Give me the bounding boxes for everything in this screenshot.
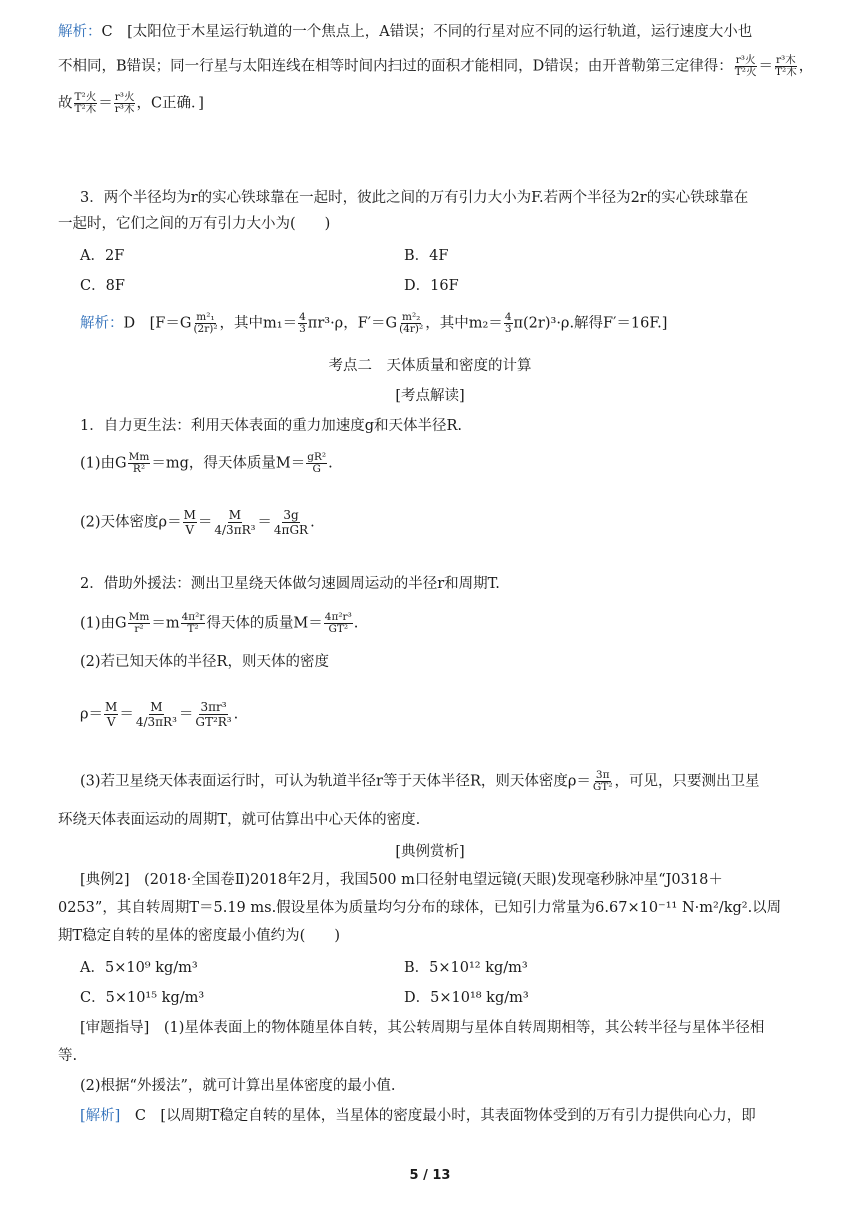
text-line: 环绕天体表面运动的周期T，就可估算出中心天体的密度. <box>58 812 421 828</box>
formula-line: (1)由G $\frac{Mm}{\text{r²}}$ ＝m $\frac{\text{4π²r}}{\text{T²}}$ 得天体的质量M＝ $\frac{\text{4π²r³}}{\text{GT²}}$ . <box>80 611 359 635</box>
option-d: D．5×10¹⁸ kg/m³ <box>404 990 529 1006</box>
solution-line: 解析：D [F＝G $\frac{\text{m²₁}}{\text{(2r)²}}$ ，其中m₁＝ $\frac{4}{3}$ πr³·ρ，F′＝G $\frac{\text{m²₂}}{\text{(4r)²}}$ ，其中m₂＝ $\frac{4}{3}$ π(2r)³·ρ.解得F′＝16F.] <box>80 311 668 335</box>
guide-line: [审题指导] (1)星体表面上的物体随星体自转，其公转周期与星体自转周期相等，其公转半径与星体半径相 <box>80 1020 765 1036</box>
example-line: 0253”，其自转周期T＝5.19 ms.假设星体为质量均匀分布的球体，已知引力常量为6.67×10⁻¹¹ N·m²/kg².以周 <box>58 900 782 916</box>
option-d: D．16F <box>404 278 459 294</box>
section-heading: 考点二 天体质量和密度的计算 <box>328 358 532 374</box>
guide-line: (2)根据“外援法”，就可计算出星体密度的最小值. <box>80 1078 396 1094</box>
option-c: C．8F <box>80 278 125 294</box>
subsection-heading: [考点解读] <box>395 388 465 404</box>
solution-line: 不相同，B错误；同一行星与太阳连线在相等时间内扫过的面积才能相同，D错误；由开普勒第三定律得： $\frac{\text{r³火}}{\text{T²火}}$ ＝ $\frac{\text{r³木}}{\text{T²木}}$ ， <box>58 54 814 78</box>
example-line: [典例2] (2018·全国卷Ⅱ)2018年2月，我国500 m口径射电望远镜(天眼)发现毫秒脉冲星“J0318＋ <box>80 872 723 888</box>
subsection-heading: [典例赏析] <box>395 844 465 860</box>
formula-line: (2)天体密度ρ＝ $\frac{M}{V}$ ＝ $\frac{M}{\text{4/3πR³}}$ ＝ $\frac{3g}{\text{4πGR}}$ . <box>80 508 315 537</box>
formula-line: (3)若卫星绕天体表面运行时，可认为轨道半径r等于天体半径R，则天体密度ρ＝ $\frac{3\pi}{\text{GT²}}$ ，可见，只要测出卫星 <box>80 769 760 793</box>
solution-line: 故 $\frac{\text{T²火}}{\text{T²木}}$ ＝ $\frac{\text{r³火}}{\text{r³木}}$ ，C正确．] <box>58 91 204 115</box>
page-number: 5 / 13 <box>409 1168 451 1183</box>
text-line: (2)若已知天体的半径R，则天体的密度 <box>80 654 329 670</box>
option-row <box>80 988 802 1008</box>
example-line: 期T稳定自转的星体的密度最小值约为( ) <box>58 928 340 944</box>
answer-label: [解析] <box>80 1108 121 1124</box>
option-a: A．2F <box>80 248 125 264</box>
option-c: C．5×10¹⁵ kg/m³ <box>80 990 205 1006</box>
answer-line: [解析] C [以周期T稳定自转的星体，当星体的密度最小时，其表面物体受到的万有引力提供向心力，即 <box>80 1108 756 1124</box>
option-a: A．5×10⁹ kg/m³ <box>80 960 198 976</box>
option-b: B．4F <box>404 248 449 264</box>
solution-label: 解析： <box>80 315 124 332</box>
question-3-line: 3．两个半径均为r的实心铁球靠在一起时，彼此之间的万有引力大小为F.若两个半径为2r的实心铁球靠在 <box>80 190 749 206</box>
method-title: 2．借助外援法：测出卫星绕天体做匀速圆周运动的半径r和周期T. <box>80 576 500 592</box>
formula-line: (1)由G $\frac{Mm}{\text{R²}}$ ＝mg，得天体质量M＝ $\frac{\text{gR²}}{G}$ . <box>80 451 333 475</box>
option-row <box>80 958 802 978</box>
solution-line: 解析：C [太阳位于木星运行轨道的一个焦点上，A错误；不同的行星对应不同的运行轨道，运行速度大小也 <box>58 24 753 40</box>
option-row <box>80 246 802 266</box>
guide-line: 等. <box>58 1048 78 1064</box>
option-row <box>80 276 802 296</box>
solution-label: 解析： <box>58 24 102 40</box>
option-b: B．5×10¹² kg/m³ <box>404 960 528 976</box>
question-3-line: 一起时，它们之间的万有引力大小为( ) <box>58 216 331 232</box>
method-title: 1．自力更生法：利用天体表面的重力加速度g和天体半径R. <box>80 418 463 434</box>
formula-line: ρ＝ $\frac{M}{V}$ ＝ $\frac{M}{\text{4/3πR³}}$ ＝ $\frac{\text{3πr³}}{\text{GT²R³}}$ . <box>80 700 239 729</box>
